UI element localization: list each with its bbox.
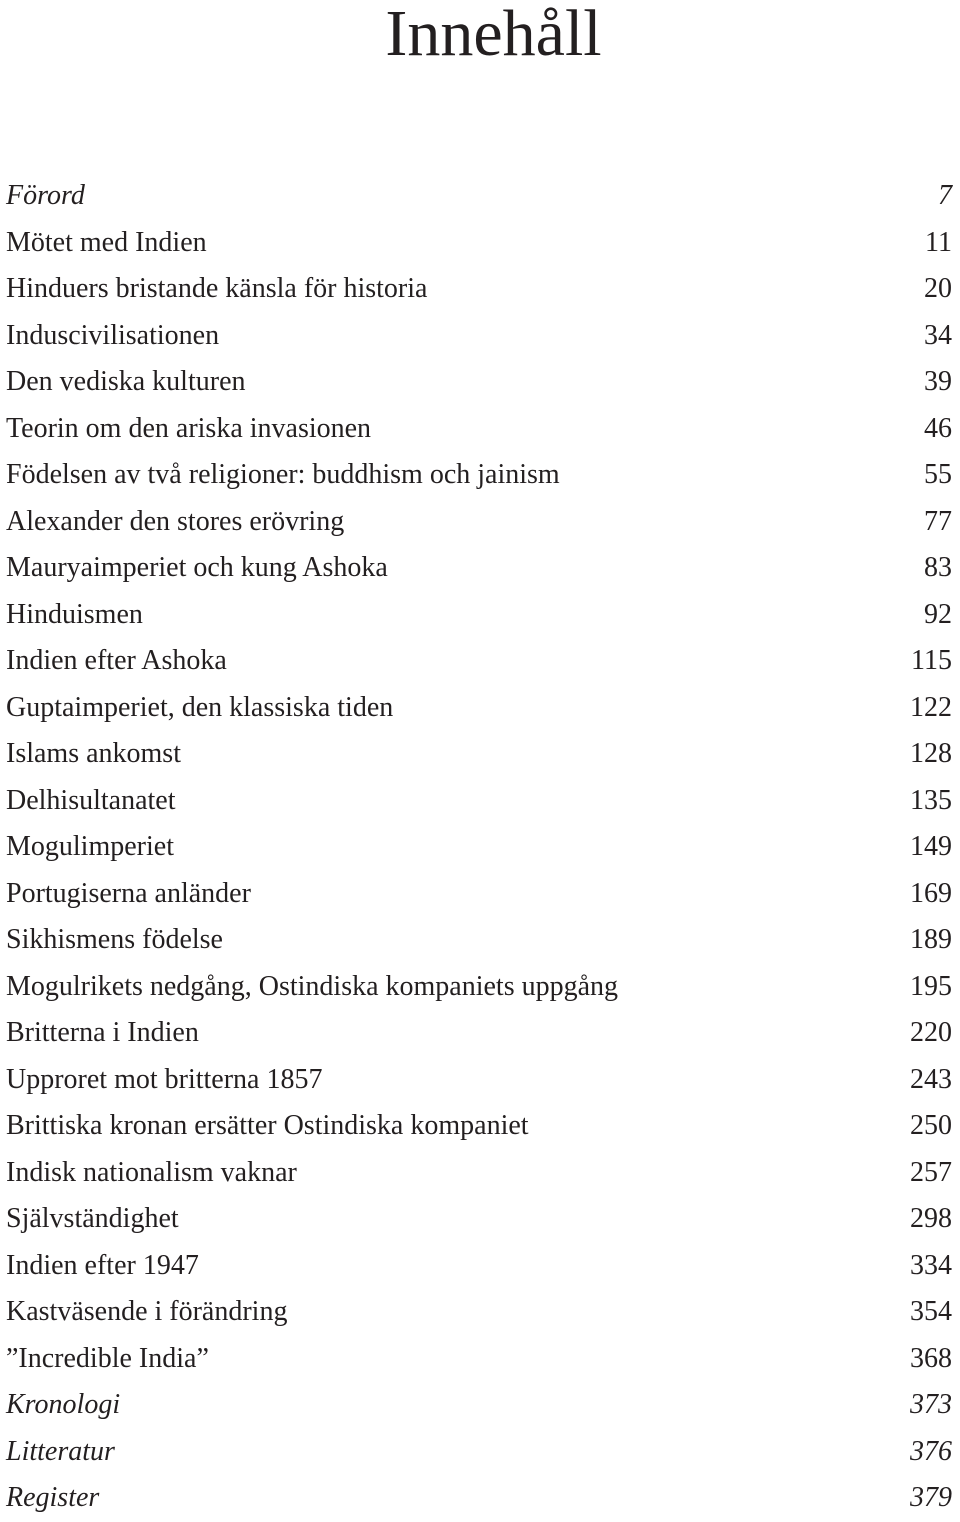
toc-entry xyxy=(6,1057,952,1104)
toc-entry xyxy=(6,1289,952,1336)
toc-entry xyxy=(6,1429,952,1476)
toc-entry-page-number: 243 xyxy=(910,1063,952,1095)
toc-entry-page-number: 354 xyxy=(910,1296,952,1327)
toc-entry-title: Indien efter Ashoka xyxy=(6,645,227,676)
toc-entry-page-number: 169 xyxy=(910,877,952,909)
toc-entry-title: Induscivilisationen xyxy=(6,319,220,351)
toc-entry-page-number: 189 xyxy=(910,924,952,955)
toc-entry-title: Hinduers bristande känsla för historia xyxy=(6,273,428,304)
toc-entry xyxy=(6,220,952,267)
toc-entry-page-number: 250 xyxy=(910,1110,952,1141)
toc-entry-page-number: 34 xyxy=(924,319,952,351)
toc-entry-title: Alexander den stores erövring xyxy=(6,505,345,537)
toc-entry xyxy=(6,592,952,639)
toc-entry xyxy=(6,871,952,918)
toc-entry-title: Kronologi xyxy=(6,1389,121,1420)
toc-entry xyxy=(6,1243,952,1290)
toc-entry xyxy=(6,313,952,360)
page-title: Innehåll xyxy=(385,0,602,70)
toc-entry xyxy=(6,731,952,778)
toc-entry xyxy=(6,778,952,825)
toc-entry xyxy=(6,406,952,453)
toc-entry-title: Britterna i Indien xyxy=(6,1017,199,1048)
toc-entry xyxy=(6,173,952,220)
toc-entry-title: Guptaimperiet, den klassiska tiden xyxy=(6,691,394,723)
toc-entry xyxy=(6,685,952,732)
toc-entry-page-number: 379 xyxy=(910,1482,952,1513)
toc-entry xyxy=(6,359,952,406)
toc-entry-page-number: 257 xyxy=(910,1156,952,1188)
toc-entry-title: Portugiserna anländer xyxy=(6,877,251,909)
toc-entry-page-number: 298 xyxy=(910,1203,952,1234)
toc-entry-title: Litteratur xyxy=(6,1435,115,1467)
toc-entry-page-number: 92 xyxy=(924,598,952,630)
toc-entry-page-number: 135 xyxy=(910,784,952,816)
toc-entry-title: Mauryaimperiet och kung Ashoka xyxy=(6,552,388,583)
toc-entry-page-number: 20 xyxy=(924,273,952,304)
toc-entry-page-number: 83 xyxy=(924,552,952,583)
toc-entry-title: Indisk nationalism vaknar xyxy=(6,1156,297,1188)
toc-entry-title: Förord xyxy=(6,180,85,211)
toc-entry-page-number: 128 xyxy=(910,738,952,769)
toc-entry-page-number: 149 xyxy=(910,831,952,862)
toc-entry-title: Register xyxy=(6,1482,100,1513)
toc-entry-title: Mötet med Indien xyxy=(6,226,207,258)
toc-entry-page-number: 373 xyxy=(910,1389,952,1420)
toc-entry xyxy=(6,266,952,313)
toc-entry-page-number: 368 xyxy=(910,1342,952,1374)
toc-entry xyxy=(6,1475,952,1522)
toc-entry xyxy=(6,1336,952,1383)
toc-entry-page-number: 122 xyxy=(910,691,952,723)
toc-entry-page-number: 55 xyxy=(924,459,952,490)
toc-entry xyxy=(6,1010,952,1057)
toc-entry xyxy=(6,1382,952,1429)
toc-entry-title: Sikhismens födelse xyxy=(6,924,223,955)
toc-entry-page-number: 39 xyxy=(924,366,952,397)
toc-entry-page-number: 115 xyxy=(911,645,952,676)
toc-entry xyxy=(6,638,952,685)
toc-entry-page-number: 195 xyxy=(910,970,952,1002)
toc-entry xyxy=(6,964,952,1011)
toc-entry xyxy=(6,452,952,499)
toc-entry-title: Mogulimperiet xyxy=(6,831,174,862)
toc-entry-page-number: 376 xyxy=(910,1435,952,1467)
toc-entry xyxy=(6,1103,952,1150)
toc-entry-title: Brittiska kronan ersätter Ostindiska kompaniet xyxy=(6,1110,529,1141)
toc-entry-page-number: 46 xyxy=(924,412,952,444)
toc-entry-title: Indien efter 1947 xyxy=(6,1249,199,1281)
toc-entry xyxy=(6,1150,952,1197)
toc-entry-page-number: 334 xyxy=(910,1249,952,1281)
toc-entry-page-number: 77 xyxy=(924,505,952,537)
toc-entry-title: Upproret mot britterna 1857 xyxy=(6,1063,323,1095)
toc-entry-page-number: 7 xyxy=(938,180,952,211)
toc-entry-title: Hinduismen xyxy=(6,598,143,630)
toc-entry xyxy=(6,1196,952,1243)
toc-entry xyxy=(6,824,952,871)
toc-entry-title: Delhisultanatet xyxy=(6,784,176,816)
toc-entry-title: Födelsen av två religioner: buddhism och jainism xyxy=(6,459,560,490)
toc-entry-page-number: 220 xyxy=(910,1017,952,1048)
toc-entry-title: Islams ankomst xyxy=(6,738,181,769)
toc-entry-title: Den vediska kulturen xyxy=(6,366,246,397)
toc-entry xyxy=(6,499,952,546)
toc-entry-title: Mogulrikets nedgång, Ostindiska kompaniets uppgång xyxy=(6,970,619,1002)
toc-entry xyxy=(6,545,952,592)
toc-entry-page-number: 11 xyxy=(925,226,952,258)
toc-entry xyxy=(6,917,952,964)
toc-entry-title: Teorin om den ariska invasionen xyxy=(6,412,372,444)
toc-entry-title: Kastväsende i förändring xyxy=(6,1296,288,1327)
toc-entry-title: ”Incredible India” xyxy=(6,1342,209,1374)
table-of-contents xyxy=(6,173,952,1522)
toc-entry-title: Självständighet xyxy=(6,1203,179,1234)
